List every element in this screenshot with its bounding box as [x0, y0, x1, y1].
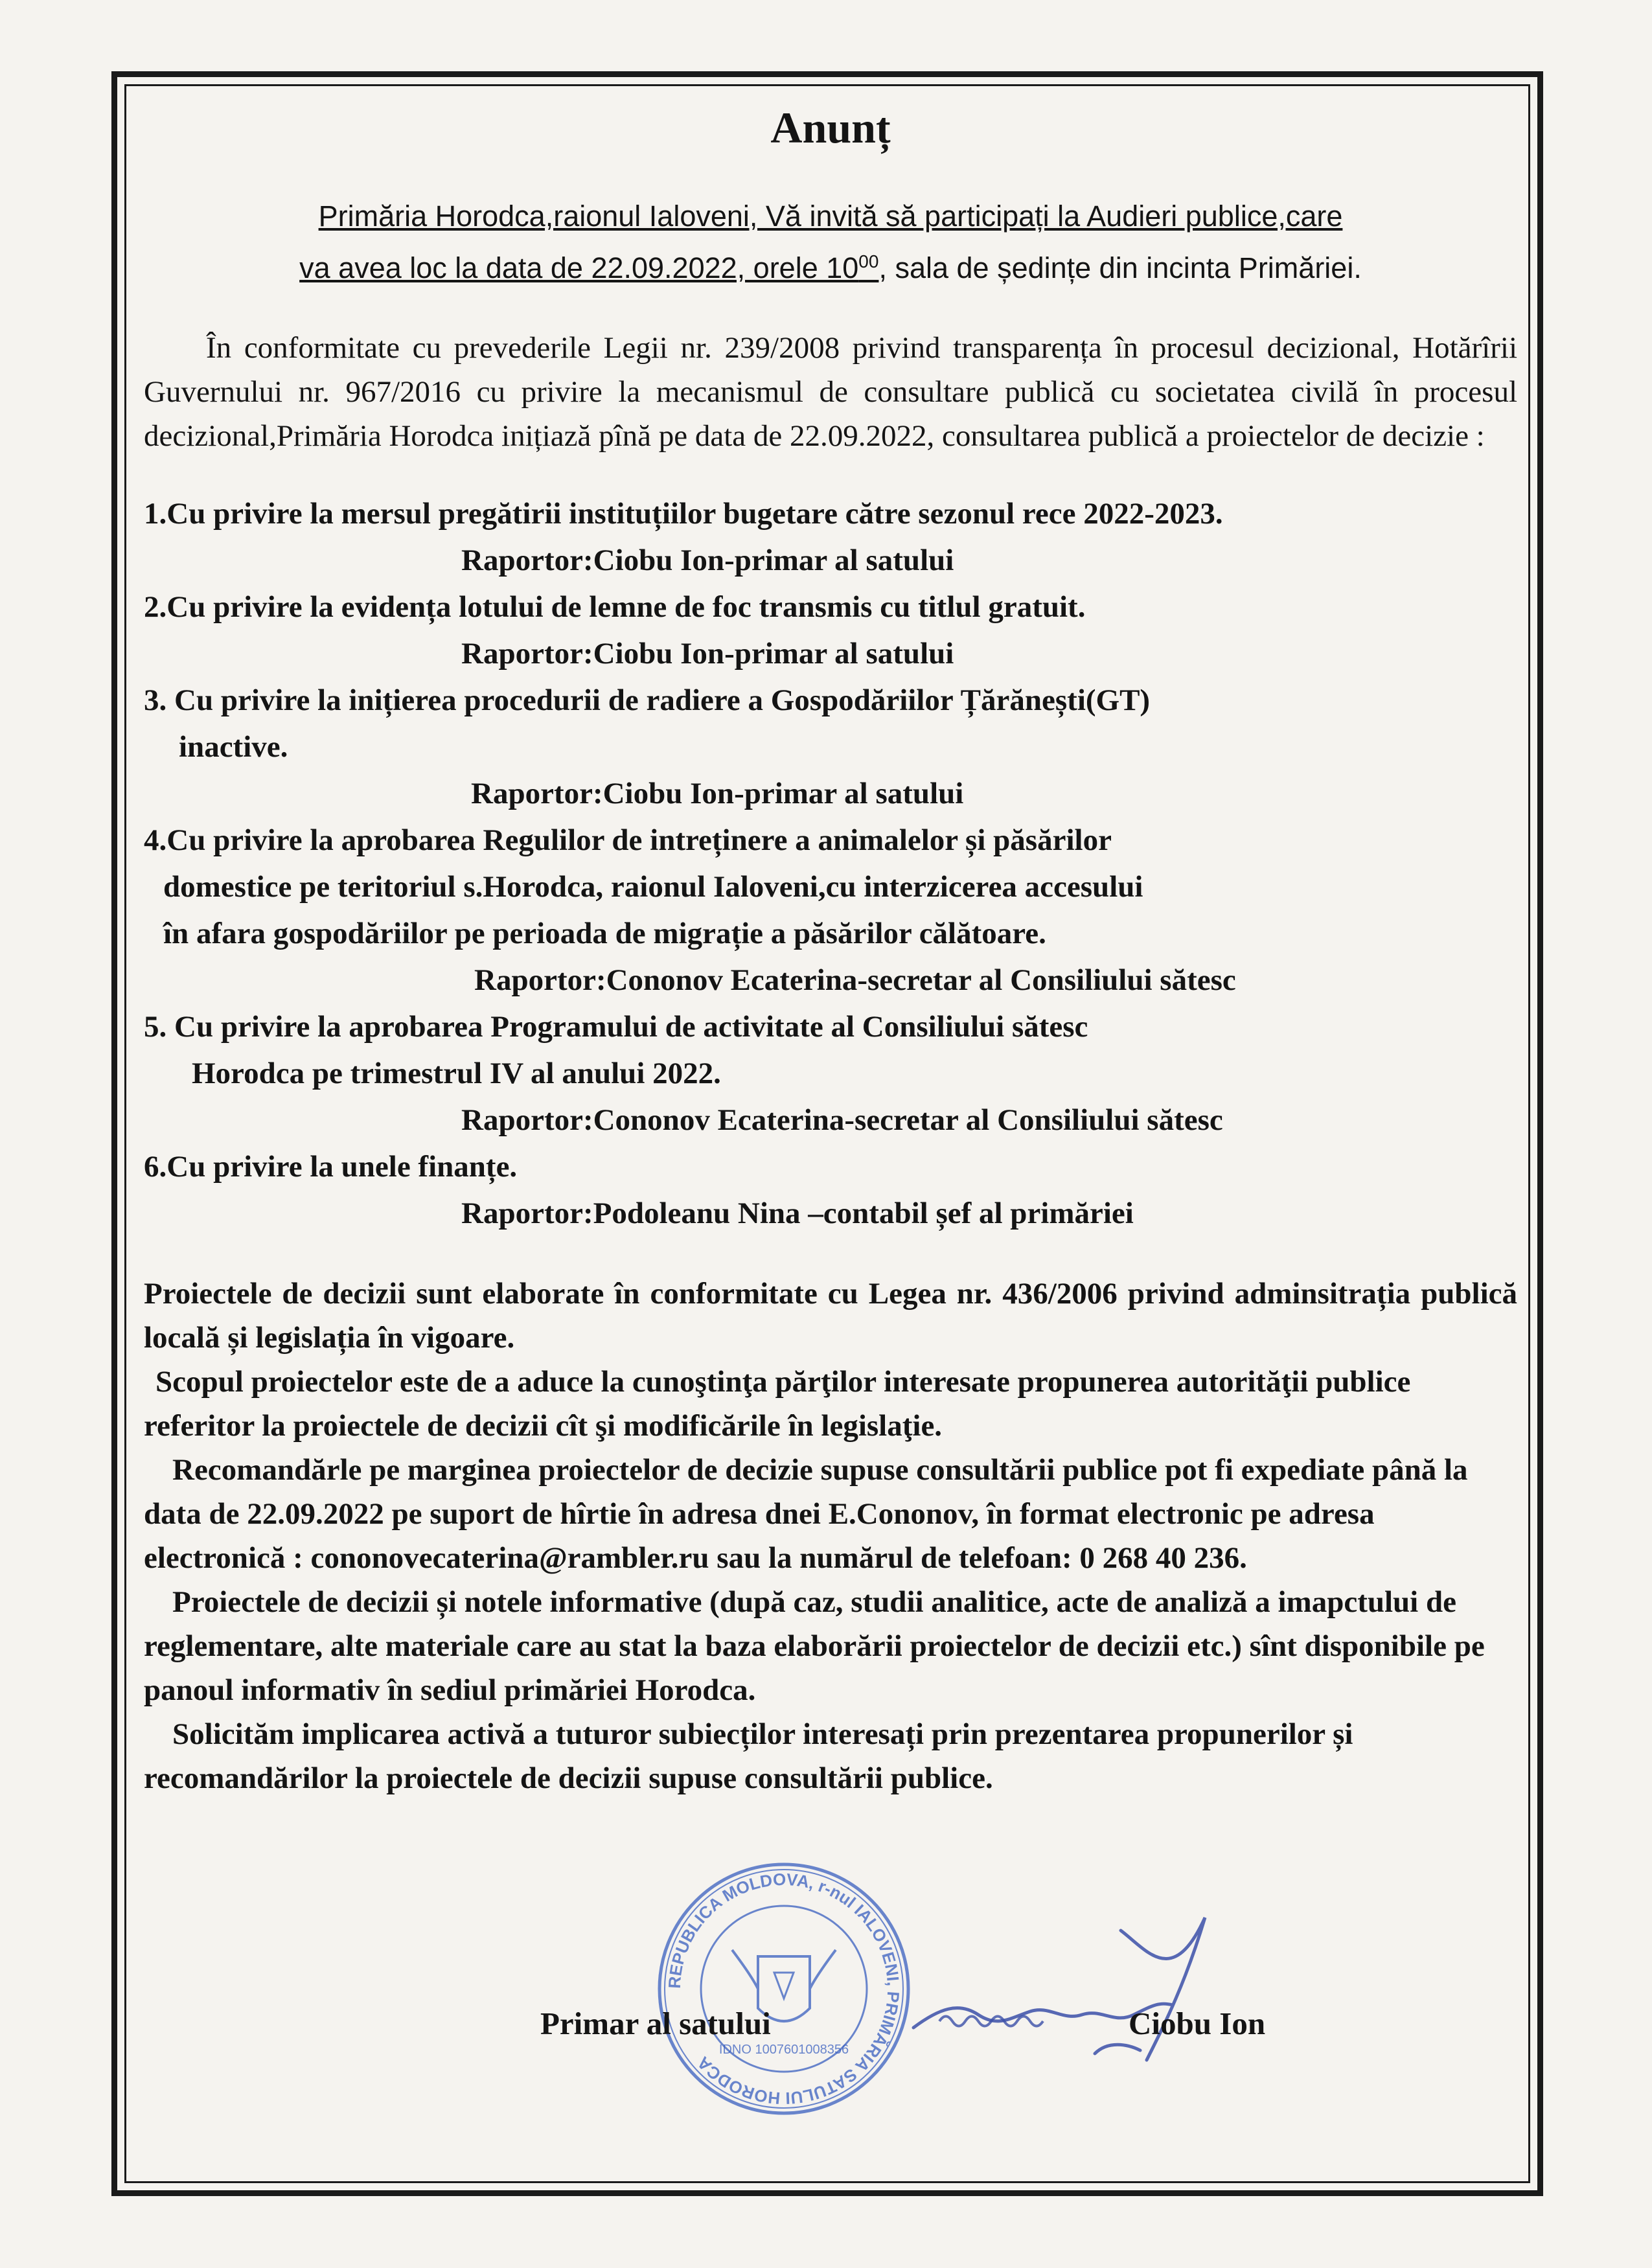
- agenda-list: [144, 490, 1517, 1237]
- invitation-line-2: [144, 239, 1517, 291]
- agenda-item-text: 4.Cu privire la aprobarea Regulilor de intreținere a animalelor și păsărilor: [144, 823, 1112, 857]
- agenda-item-text: 5. Cu privire la aprobarea Programului de activitate al Consiliului sătesc: [144, 1010, 1088, 1044]
- agenda-item-text: 2.Cu privire la evidența lotului de lemne de foc transmis cu titlul gratuit.: [144, 590, 1086, 624]
- invitation-location: , sala de ședințe din incinta Primăriei.: [878, 251, 1362, 284]
- document-content: [144, 91, 1517, 1800]
- invitation: [144, 194, 1517, 291]
- agenda-item-text: 6.Cu privire la unele finanțe.: [144, 1150, 518, 1184]
- agenda-item: [144, 490, 1517, 537]
- agenda-item: [144, 584, 1517, 630]
- agenda-item-continuation: în afara gospodăriilor pe perioada de migrație a păsărilor călătoare.: [163, 917, 1046, 950]
- handwritten-signature: [901, 1892, 1266, 2086]
- agenda-item-continuation: Horodca pe trimestrul IV al anului 2022.: [192, 1057, 721, 1090]
- agenda-rapporteur: Raportor:Cononov Ecaterina-secretar al Consiliului sătesc: [474, 963, 1236, 997]
- agenda-item-text: 3. Cu privire la inițierea procedurii de radiere a Gospodăriilor Țărănești(GT): [144, 683, 1151, 717]
- invitation-text-2: [299, 251, 878, 284]
- agenda-item: [144, 817, 1517, 957]
- agenda-item: [144, 1143, 1517, 1190]
- agenda-rapporteur: Raportor:Ciobu Ion-primar al satului: [461, 544, 954, 577]
- agenda-item-continuation: domestice pe teritoriul s.Horodca, raionul Ialoveni,cu interzicerea accesului: [163, 870, 1143, 904]
- agenda-rapporteur: Raportor:Cononov Ecaterina-secretar al Consiliului sătesc: [461, 1103, 1223, 1137]
- paragraph-availability: Proiectele de decizii și notele informative (după caz, studii analitice, acte de analiză a imapctului de reglementare, alte materiale care au stat la baza elaborării proiectelor de decizii etc.) sînt disponibile pe panoul informativ în sediul primăriei Horodca.: [144, 1585, 1485, 1707]
- agenda-item-text: 1.Cu privire la mersul pregătirii instituțiilor bugetare către sezonul rece 2022-2023.: [144, 497, 1223, 531]
- invitation-line-1: [144, 194, 1517, 239]
- agenda-item-continuation: inactive.: [179, 730, 288, 764]
- closing-section: [144, 1272, 1517, 1800]
- intro-paragraph: În conformitate cu prevederile Legii nr. 239/2008 privind transparența în procesul decizional, Hotărîrii Guvernului nr. 967/2016 cu privire la mecanismul de consultare publică cu societatea civilă în procesul decizional,Primăria Horodca inițiază pînă pe data de 22.09.2022, consultarea publică a proiectelor de decizie :: [144, 331, 1517, 453]
- paragraph-purpose: Scopul proiectelor este de a aduce la cunoştinţa părţilor interesate propunerea autorităţii publice referitor la proiectele de decizii cît şi modificările în legislaţie.: [144, 1365, 1411, 1443]
- stamp-inner-text: IDNO 1007601008356: [718, 2043, 849, 2057]
- official-stamp: [654, 1859, 913, 2118]
- invitation-time-minutes: 00: [858, 251, 879, 271]
- agenda-item: [144, 677, 1517, 770]
- paragraph-call-to-action: Solicităm implicarea activă a tuturor subiecților interesați prin prezentarea propunerilor și recomandărilor la proiectele de decizii supuse consultării publice.: [144, 1717, 1353, 1795]
- agenda-item: [144, 1003, 1517, 1097]
- invitation-text-1: Primăria Horodca,raionul Ialoveni, Vă invită să participați la Audieri publice,care: [318, 200, 1343, 233]
- page-title: Anunț: [770, 103, 891, 152]
- agenda-rapporteur: Raportor:Podoleanu Nina –contabil șef al primăriei: [461, 1197, 1134, 1230]
- agenda-rapporteur: Raportor:Ciobu Ion-primar al satului: [461, 637, 954, 670]
- stamp-outer-text: REPUBLICA MOLDOVA, r-nul IALOVENI, PRIMĂRIA SATULUI HORODCA: [664, 1869, 904, 2109]
- agenda-rapporteur: Raportor:Ciobu Ion-primar al satului: [471, 777, 964, 810]
- invitation-date-time: va avea loc la data de 22.09.2022, orele 10: [299, 251, 859, 284]
- paragraph-recommendations: Recomandărle pe marginea proiectelor de decizie supuse consultării publice pot fi expediate până la data de 22.09.2022 pe suport de hîrtie în adresa dnei E.Cononov, în format electronic pe adresa electronică : cononovecaterina@rambler.ru sau la numărul de telefoan: 0 268 40 236.: [144, 1453, 1468, 1575]
- signatory-name: Ciobu Ion: [1129, 2006, 1266, 2041]
- paragraph-legal-basis: Proiectele de decizii sunt elaborate în conformitate cu Legea nr. 436/2006 privind adminsitrația publică locală și legislația în vigoare.: [144, 1277, 1517, 1355]
- signatory-position: Primar al satului: [540, 2006, 771, 2041]
